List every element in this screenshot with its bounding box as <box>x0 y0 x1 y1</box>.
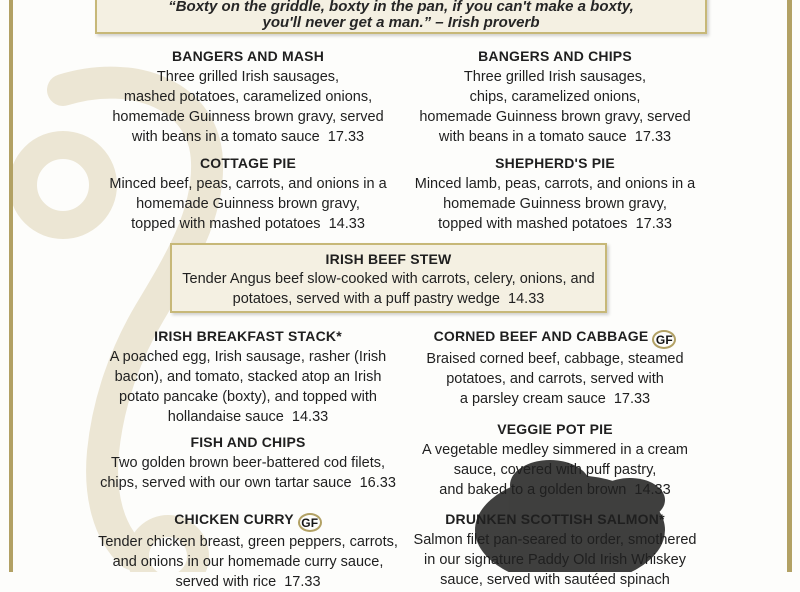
item-description <box>390 349 720 409</box>
item-name: SHEPHERD'S PIE <box>495 155 615 171</box>
item-name: IRISH BREAKFAST STACK* <box>154 328 342 344</box>
description-line: topped with mashed potatoes 14.33 <box>131 216 365 232</box>
item-name: FISH AND CHIPS <box>190 434 306 450</box>
item-name: BANGERS AND CHIPS <box>478 48 632 64</box>
quote-line-2: you'll never get a man.” – Irish proverb <box>262 14 540 31</box>
description-line: served with rice 17.33 <box>175 574 321 590</box>
description-line: hollandaise sauce 14.33 <box>167 409 329 425</box>
description-line: chips, caramelized onions, <box>469 89 641 105</box>
description-line: homemade Guinness brown gravy, <box>136 196 360 212</box>
menu-item-drunken-scottish-salmon <box>390 509 720 590</box>
item-name: BANGERS AND MASH <box>171 48 325 64</box>
item-description <box>172 269 605 309</box>
description-line: Tender chicken breast, green peppers, carrots, <box>98 534 398 550</box>
quote-line-1: “Boxty on the griddle, boxty in the pan, if you can't make a boxty, <box>168 0 634 15</box>
item-description <box>83 67 413 147</box>
description-line: mashed potatoes, caramelized onions, <box>123 89 373 105</box>
item-name: IRISH BEEF STEW <box>325 251 452 267</box>
page-border-left <box>9 0 13 572</box>
description-line: a parsley cream sauce 17.33 <box>459 391 651 407</box>
gluten-free-badge: GF <box>298 513 322 532</box>
menu-item-shepherds-pie <box>390 153 720 234</box>
menu-item-fish-and-chips <box>83 432 413 493</box>
description-line: bacon), and tomato, stacked atop an Irish <box>114 369 382 385</box>
proverb-quote-box <box>95 0 707 34</box>
description-line: and baked to a golden brown 14.33 <box>439 482 671 498</box>
description-line: in our signature Paddy Old Irish Whiskey <box>424 552 686 568</box>
description-line: Tender Angus beef slow-cooked with carrots, celery, onions, and <box>182 271 595 287</box>
item-name: COTTAGE PIE <box>199 155 297 171</box>
menu-item-irish-breakfast-stack <box>83 326 413 427</box>
description-line: Two golden brown beer-battered cod filets, <box>110 455 386 471</box>
description-line: Braised corned beef, cabbage, steamed <box>426 351 684 367</box>
item-description <box>390 174 720 234</box>
description-line: homemade Guinness brown gravy, served <box>419 109 691 125</box>
description-line: Three grilled Irish sausages, <box>463 69 647 85</box>
description-line: Three grilled Irish sausages, <box>156 69 340 85</box>
item-description <box>83 174 413 234</box>
gluten-free-badge: GF <box>652 330 676 349</box>
menu-item-bangers-and-mash <box>83 46 413 147</box>
item-description <box>83 532 413 592</box>
description-line: with beans in a tomato sauce 17.33 <box>131 129 365 145</box>
menu-item-corned-beef-and-cabbage <box>390 326 720 409</box>
menu-item-bangers-and-chips <box>390 46 720 147</box>
item-description <box>83 453 413 493</box>
item-description <box>390 67 720 147</box>
description-line: Minced lamb, peas, carrots, and onions in a <box>414 176 696 192</box>
description-line: potatoes, served with a puff pastry wedge 14.33 <box>232 291 545 307</box>
menu-item-chicken-curry <box>83 509 413 592</box>
description-line: sauce, covered with puff pastry, <box>453 462 657 478</box>
item-description <box>390 530 720 590</box>
item-name: CORNED BEEF AND CABBAGE GF <box>390 326 720 349</box>
menu-item-veggie-pot-pie <box>390 419 720 500</box>
description-line: potatoes, and carrots, served with <box>446 371 664 387</box>
item-name: VEGGIE POT PIE <box>497 421 613 437</box>
description-line: Salmon filet pan-seared to order, smothered <box>413 532 697 548</box>
item-description <box>390 440 720 500</box>
description-line: sauce, served with sautéed spinach <box>440 572 670 588</box>
item-name: DRUNKEN SCOTTISH SALMON* <box>445 511 665 527</box>
description-line: A vegetable medley simmered in a cream <box>422 442 688 458</box>
description-line: Minced beef, peas, carrots, and onions in a <box>109 176 387 192</box>
description-line: homemade Guinness brown gravy, served <box>112 109 384 125</box>
page-border-right <box>787 0 792 572</box>
item-name: CHICKEN CURRY GF <box>83 509 413 532</box>
description-line: with beans in a tomato sauce 17.33 <box>438 129 672 145</box>
description-line: and onions in our homemade curry sauce, <box>112 554 384 570</box>
item-description <box>83 347 413 427</box>
description-line: A poached egg, Irish sausage, rasher (Irish <box>109 349 387 365</box>
featured-item-irish-beef-stew <box>170 243 607 313</box>
description-line: chips, served with our own tartar sauce 16.33 <box>100 475 396 491</box>
description-line: homemade Guinness brown gravy, <box>443 196 667 212</box>
menu-item-cottage-pie <box>83 153 413 234</box>
description-line: topped with mashed potatoes 17.33 <box>438 216 672 232</box>
description-line: potato pancake (boxty), and topped with <box>119 389 377 405</box>
